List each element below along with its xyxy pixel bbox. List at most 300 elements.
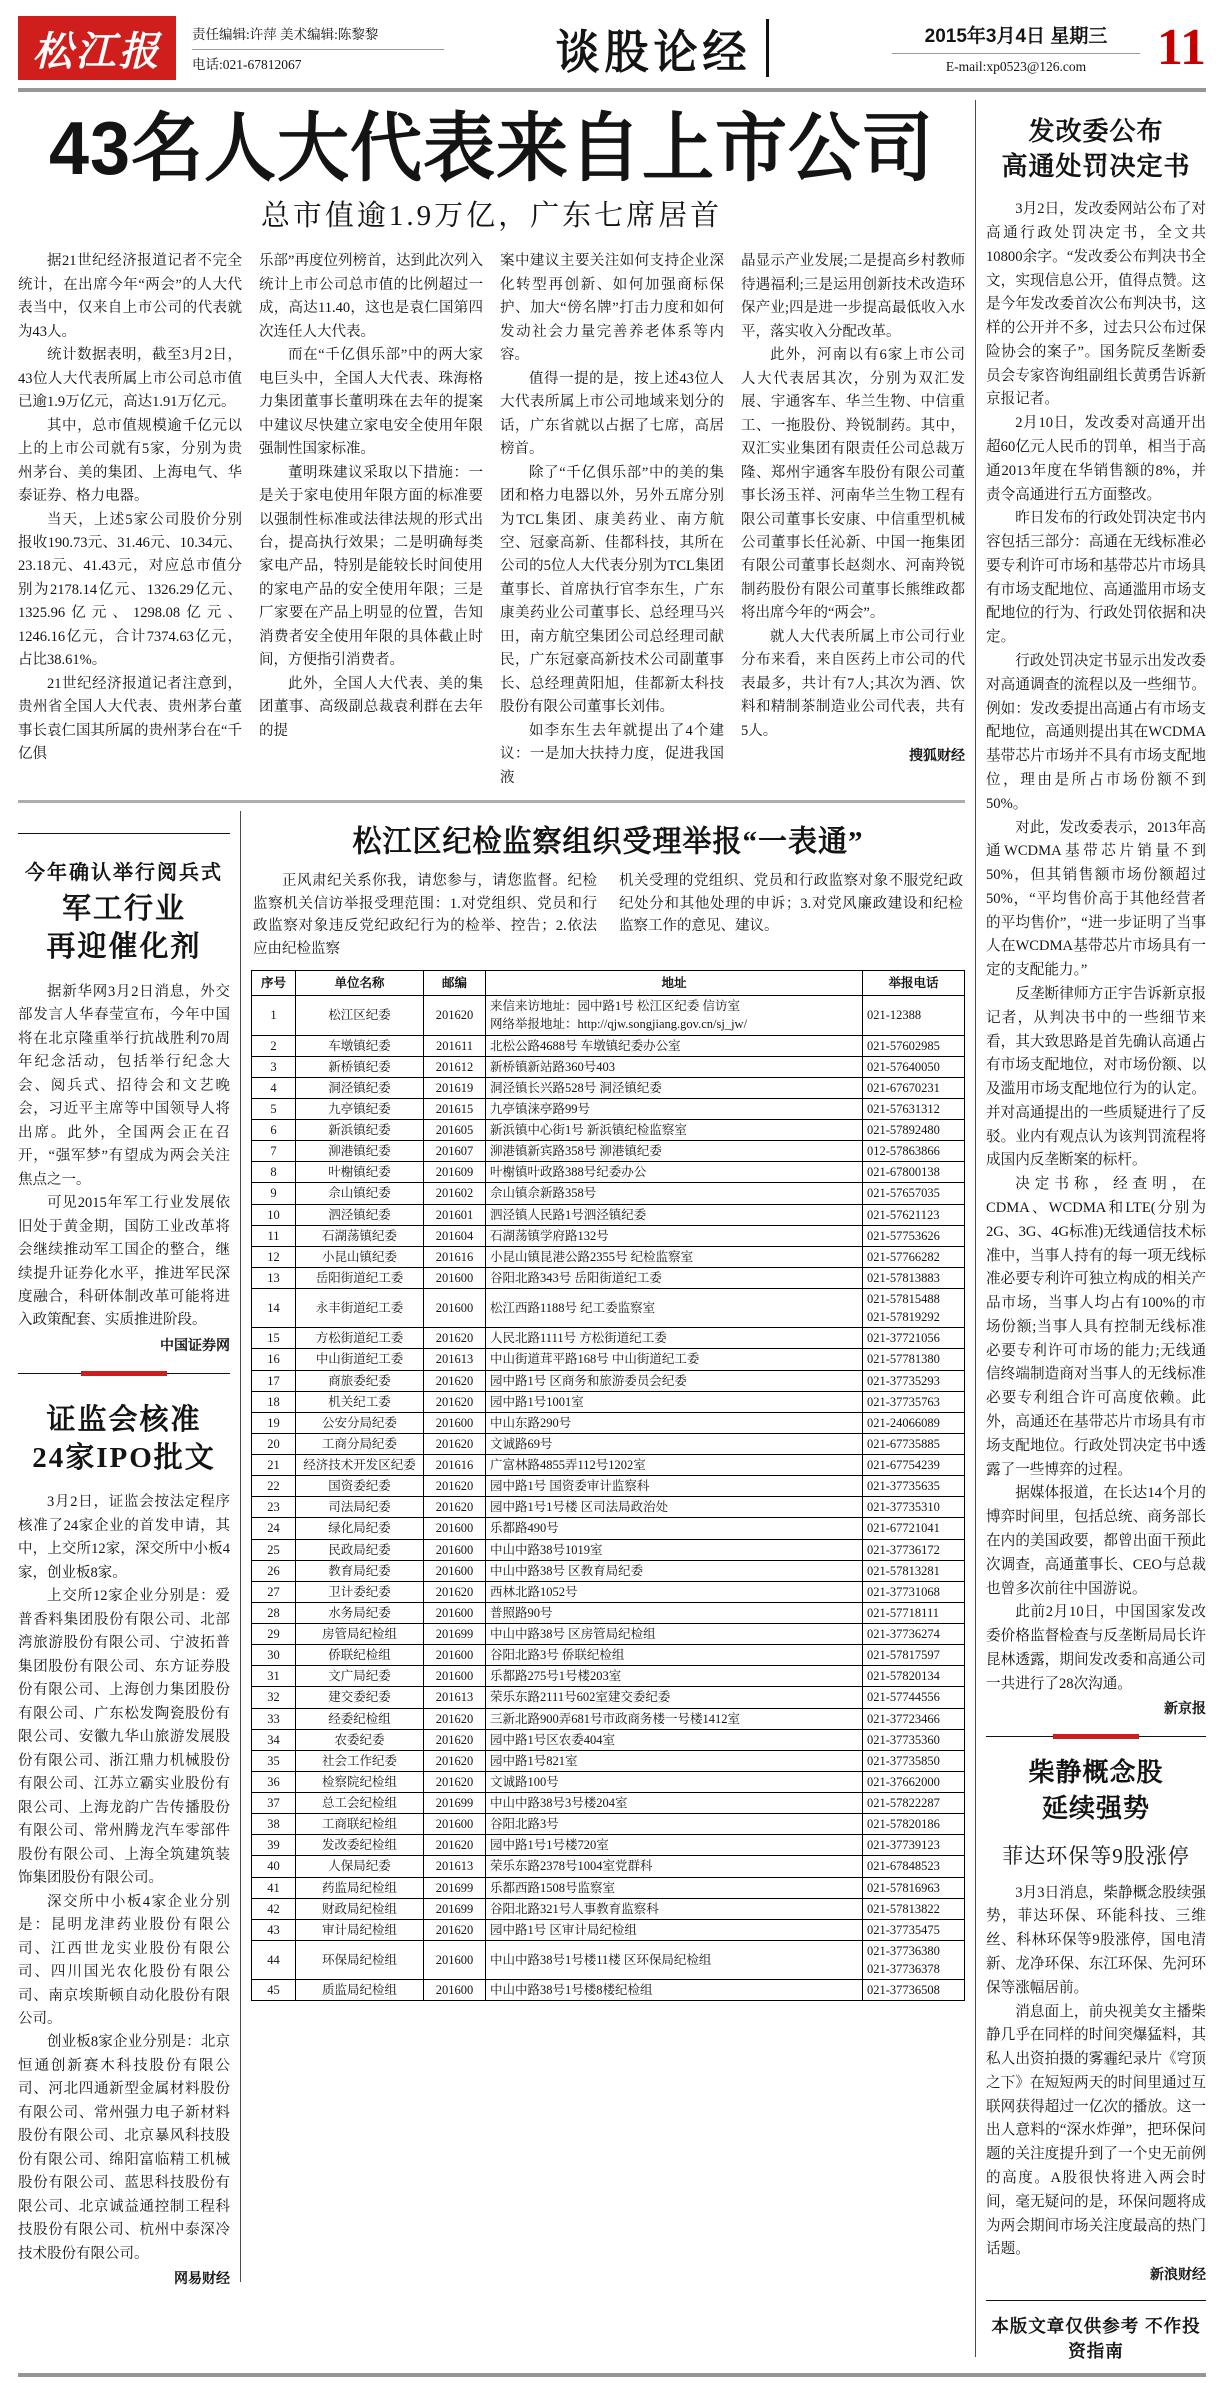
- cell-name: 卫计委纪委: [296, 1581, 424, 1602]
- address-line: 园中路1号 区商务和旅游委员会纪委: [490, 1373, 687, 1388]
- table-header-row: [252, 971, 965, 996]
- cell-address: [486, 1708, 863, 1729]
- cell-name: 工商联纪检组: [296, 1814, 424, 1835]
- paragraph: 昨日发布的行政处罚决定书内容包括三部分：高通在无线标准必要专利许可市场和基带芯片市场具有市场支配地位、高通滥用市场支配地位的行为、行政处罚依据和决定。: [986, 510, 1206, 646]
- cell-address: [486, 1476, 863, 1497]
- cell-no: 35: [252, 1750, 296, 1771]
- paragraph: 其中，总市值规模逾千亿元以上的上市公司就有5家，分别为贵州茅台、美的集团、上海电气、华泰证券、格力电器。: [18, 417, 242, 505]
- cell-name: 建交委纪委: [296, 1687, 424, 1708]
- cell-zip: 201613: [424, 1856, 486, 1877]
- cell-phone: [863, 1539, 965, 1560]
- phone-line: 021-37735475: [867, 1922, 940, 1937]
- cell-name: 教育局纪委: [296, 1560, 424, 1581]
- cell-zip: 201616: [424, 1455, 486, 1476]
- address-line: 中山东路290号: [490, 1415, 572, 1430]
- phone-line: 021-37736508: [867, 1983, 940, 1998]
- cell-phone: [863, 1750, 965, 1771]
- phone-line: 021-57815488: [867, 1292, 940, 1307]
- address-line: 中山中路38号1号楼11楼 区环保局纪检组: [490, 1953, 712, 1968]
- cell-phone: [863, 996, 965, 1035]
- paragraph: 可见2015年军工行业发展依旧处于黄金期，国防工业改革将会继续推动军工国企的整合，继续提升证券化水平，推进军民深度融合，科研体制改革可能将进入政策配套、实质推进阶段。: [18, 1195, 230, 1329]
- table-row: [252, 1225, 965, 1246]
- address-line: 中山中路38号1019室: [490, 1542, 603, 1557]
- cell-name: 审计局纪检组: [296, 1919, 424, 1940]
- address-line: 石湖荡镇学府路132号: [490, 1228, 609, 1243]
- paragraph: 反垄断律师方正宇告诉新京报记者，从判决书中的一些细节来看，其大致思路是首先确认高通占有市场支配地位，对市场份额、以及滥用市场支配地位行为的认定。并对高通提出的一些质疑进行了反驳。业内有观点认为该判罚流程将成国内反垄断案的标杆。: [986, 985, 1206, 1169]
- address-line: 泖港镇新宾路358号 泖港镇纪委: [490, 1144, 662, 1159]
- cell-no: 44: [252, 1940, 296, 1979]
- cell-phone: [863, 1035, 965, 1056]
- cell-address: [486, 1814, 863, 1835]
- cell-name: 叶榭镇纪委: [296, 1162, 424, 1183]
- cell-address: [486, 1940, 863, 1979]
- phone-line: 021-57813883: [867, 1270, 940, 1285]
- address-line: 广富林路4855弄112号1202室: [490, 1458, 646, 1473]
- cell-no: 6: [252, 1120, 296, 1141]
- cell-phone: [863, 1708, 965, 1729]
- cell-zip: 201620: [424, 1391, 486, 1412]
- cell-address: [486, 1750, 863, 1771]
- cell-name: 中山街道纪工委: [296, 1349, 424, 1370]
- newspaper-logo: [18, 16, 176, 80]
- cell-name: 方松街道纪工委: [296, 1328, 424, 1349]
- table-row: [252, 1289, 965, 1328]
- cell-address: [486, 1056, 863, 1077]
- lead-column-2: [259, 250, 483, 790]
- cell-no: 30: [252, 1645, 296, 1666]
- cell-zip: 201620: [424, 1476, 486, 1497]
- cell-name: 侨联纪检组: [296, 1645, 424, 1666]
- cell-phone: [863, 1560, 965, 1581]
- cell-zip: 201620: [424, 1708, 486, 1729]
- cell-zip: 201619: [424, 1077, 486, 1098]
- cell-zip: 201613: [424, 1687, 486, 1708]
- address-line: 谷阳北路321号人事教育监察科: [490, 1901, 659, 1916]
- table-row: [252, 1267, 965, 1288]
- cell-address: [486, 1581, 863, 1602]
- address-line: 来信来访地址：园中路1号 松江区纪委 信访室: [490, 999, 741, 1014]
- table-row: [252, 1141, 965, 1162]
- cell-name: 商旅委纪委: [296, 1370, 424, 1391]
- article-body: [18, 981, 230, 1333]
- table-row: [252, 1771, 965, 1792]
- cell-name: 房管局纪检组: [296, 1624, 424, 1645]
- cell-phone: [863, 1056, 965, 1077]
- table-row: [252, 1729, 965, 1750]
- cell-phone: [863, 1455, 965, 1476]
- cell-no: 41: [252, 1877, 296, 1898]
- cell-no: 13: [252, 1267, 296, 1288]
- cell-phone: [863, 1328, 965, 1349]
- article-subtitle: 菲达环保等9股涨停: [1002, 1843, 1190, 1868]
- masthead-rule: [18, 88, 1206, 92]
- cell-zip: 201620: [424, 1433, 486, 1454]
- lead-headline: 43名人大代表来自上市公司: [48, 107, 935, 191]
- lead-article: [18, 107, 965, 790]
- paragraph: 董明珠建议采取以下措施：一是关于家电使用年限方面的标准要以强制性标准或法律法规的形式出台，提高执行效果；二是明确每类家电产品，特别是能较长时间使用的家电产品的安全使用年限；三是厂家要在产品上明显的位置，告知消费者安全使用年限的具体截止时间，方便指引消费者。: [259, 464, 483, 669]
- address-line: 乐都路490号: [490, 1521, 559, 1536]
- cell-zip: 201600: [424, 1267, 486, 1288]
- cell-phone: [863, 1289, 965, 1328]
- table-row: [252, 1162, 965, 1183]
- section-title: 谈股论经: [555, 27, 752, 79]
- phone-line: 021-37736274: [867, 1627, 940, 1642]
- cell-address: [486, 1204, 863, 1225]
- paragraph: 行政处罚决定书显示出发改委对高通调查的流程以及一些细节。例如：发改委提出高通占有市场支配地位，高通则提出其在WCDMA基带芯片市场并不具有市场支配地位，理由是所占市场份额不到50%。: [986, 653, 1206, 812]
- phone-line: 021-57813281: [867, 1563, 940, 1578]
- cell-no: 39: [252, 1835, 296, 1856]
- paragraph: 值得一提的是，按上述43位人大代表所属上市公司地域来划分的话，广东省就以占据了七席，高居榜首。: [500, 370, 724, 458]
- cell-phone: [863, 1687, 965, 1708]
- table-row: [252, 1077, 965, 1098]
- table-row: [252, 1856, 965, 1877]
- paragraph: 晶显示产业发展;二是提高乡村教师待遇福利;三是运用创新技术改造环保产业;四是进一步提高最低收入水平，落实收入分配改革。: [741, 253, 965, 340]
- cell-address: [486, 1835, 863, 1856]
- cell-no: 10: [252, 1204, 296, 1225]
- paragraph: 据新华网3月2日消息，外交部发言人华春莹宣布，今年中国将在北京隆重举行抗战胜利70周年纪念活动，包括举行纪念大会、阅兵式、招待会和文艺晚会，习近平主席等中国领导人将出席。此外，全国两会正在召开，“强军梦”有望成为两会关注焦点之一。: [18, 983, 230, 1188]
- divider-red-bar: [81, 1371, 167, 1376]
- cell-address: [486, 1246, 863, 1267]
- address-line: 荣乐东路2378号1004室党群科: [490, 1859, 653, 1874]
- title-line: 发改委公布: [1028, 117, 1164, 146]
- left-column: [18, 807, 230, 2288]
- phone-line: 021-67800138: [867, 1165, 940, 1180]
- table-row: [252, 1391, 965, 1412]
- phone-line: 021-37735850: [867, 1753, 940, 1768]
- paragraph: 当天，上述5家公司股价分别报收190.73元、31.46元、10.34元、23.18元、41.43元，对应总市值分别为2178.14亿元、1326.29亿元、1325.96亿元、1298.08亿元、1246.16亿元，合计7374.63亿元，占比38.61%。: [18, 511, 242, 669]
- cell-no: 29: [252, 1624, 296, 1645]
- cell-zip: 201600: [424, 1940, 486, 1979]
- cell-zip: 201600: [424, 1980, 486, 2001]
- paragraph: 3月2日，证监会按法定程序核准了24家企业的首发申请，其中，上交所12家，深交所中小板4家，创业板8家。: [18, 1494, 230, 1581]
- phone-line: 021-57822287: [867, 1796, 940, 1811]
- cell-address: [486, 1183, 863, 1204]
- phone-line: 021-57820134: [867, 1669, 940, 1684]
- cell-zip: 201600: [424, 1645, 486, 1666]
- cell-phone: [863, 1645, 965, 1666]
- table-row: [252, 1035, 965, 1056]
- phone-line: 021-57718111: [867, 1605, 939, 1620]
- table-row: [252, 1518, 965, 1539]
- phone-line: 021-37739123: [867, 1838, 940, 1853]
- cell-no: 11: [252, 1225, 296, 1246]
- address-line: 园中路1号1号楼 区司法局政治处: [490, 1500, 669, 1515]
- address-line: 中山中路38号 区房管局纪检组: [490, 1627, 656, 1642]
- section-rule: [18, 800, 965, 803]
- cell-address: [486, 1793, 863, 1814]
- phone-line: 021-57813822: [867, 1901, 940, 1916]
- cell-no: 42: [252, 1898, 296, 1919]
- article-body: [986, 1882, 1206, 2263]
- cell-address: [486, 1666, 863, 1687]
- cell-phone: [863, 1919, 965, 1940]
- cell-address: [486, 1898, 863, 1919]
- phone-line: 021-37736172: [867, 1542, 940, 1557]
- cell-name: 民政局纪委: [296, 1539, 424, 1560]
- table-row: [252, 1980, 965, 2001]
- table-row: [252, 1708, 965, 1729]
- paragraph: 消息面上，前央视美女主播柴静几乎在同样的时间突爆猛料，其私人出资拍摄的雾霾纪录片《穹顶之下》在短短两天的时间里通过互联网获得超过一亿次的播放。这一出人意料的“深水炸弹”，把环保问题的关注度提升到了一个史无前例的高度。A股很快将进入两会时间，毫无疑问的是，环保问题将成为两会期间市场关注度最高的热门话题。: [986, 2003, 1206, 2258]
- cell-name: 水务局纪委: [296, 1602, 424, 1623]
- cell-name: 发改委纪检组: [296, 1835, 424, 1856]
- paragraph: 乐部”再度位列榜首，达到此次列入统计上市公司总市值的比例超过一成，高达11.40，这也是袁仁国第四次连任人大代表。: [259, 253, 483, 340]
- cell-phone: [863, 1246, 965, 1267]
- cell-name: 文广局纪委: [296, 1666, 424, 1687]
- cell-address: [486, 1602, 863, 1623]
- cell-phone: [863, 1940, 965, 1979]
- report-title: 松江区纪检监察组织受理举报“一表通”: [352, 825, 864, 859]
- cell-zip: 201616: [424, 1246, 486, 1267]
- cell-name: 质监局纪检组: [296, 1980, 424, 2001]
- cell-address: [486, 1349, 863, 1370]
- divider: [986, 1734, 1206, 1739]
- cell-no: 45: [252, 1980, 296, 2001]
- phone-line: 021-57892480: [867, 1123, 940, 1138]
- phone-line: 021-37735360: [867, 1732, 940, 1747]
- header-name: 单位名称: [296, 971, 424, 996]
- cell-name: 松江区纪委: [296, 996, 424, 1035]
- cell-no: 14: [252, 1289, 296, 1328]
- phone-line: 021-37735635: [867, 1479, 940, 1494]
- cell-no: 31: [252, 1666, 296, 1687]
- cell-address: [486, 1497, 863, 1518]
- address-line: 谷阳北路3号: [490, 1817, 559, 1832]
- cell-no: 25: [252, 1539, 296, 1560]
- table-row: [252, 1898, 965, 1919]
- cell-phone: [863, 1518, 965, 1539]
- phone-line: 021-37735763: [867, 1394, 940, 1409]
- phone-line: 021-37662000: [867, 1774, 940, 1789]
- table-row: [252, 1624, 965, 1645]
- address-line: 园中路1号区农委404室: [490, 1732, 616, 1747]
- paragraph: 决定书称，经查明，在CDMA、WCDMA和LTE(分别为2G、3G、4G标准)无线通信技术标准中，当事人持有的每一项无线标准必要专利许可独立构成的相关产品市场，当事人均占有100%的市场份额;当事人具有控制无线标准必要专利许可市场的能力;无线通信终端制造商对当事人的无线标准必要专利组合许可高度依赖。此外，高通还在基带芯片市场具有市场支配地位。行政处罚决定书中透露了一些博弈的过程。: [986, 1176, 1206, 1478]
- article-source: 新浪财经: [1150, 2266, 1206, 2283]
- cell-name: 社会工作纪委: [296, 1750, 424, 1771]
- article-body: [18, 1491, 230, 2266]
- address-line: 中山中路38号3号楼204室: [490, 1796, 628, 1811]
- cell-no: 38: [252, 1814, 296, 1835]
- cell-address: [486, 1162, 863, 1183]
- cell-no: 19: [252, 1412, 296, 1433]
- cell-zip: 201600: [424, 1289, 486, 1328]
- table-row: [252, 1056, 965, 1077]
- cell-zip: 201600: [424, 1814, 486, 1835]
- lead-source: 搜狐财经: [909, 747, 965, 764]
- cell-no: 1: [252, 996, 296, 1035]
- cell-address: [486, 1328, 863, 1349]
- address-line: 园中路1号821室: [490, 1753, 578, 1768]
- table-row: [252, 1497, 965, 1518]
- phone-line: 021-12388: [867, 1008, 922, 1023]
- cell-zip: 201620: [424, 1729, 486, 1750]
- phone-line: 021-67721041: [867, 1521, 940, 1536]
- address-line: 三新北路900弄681号市政商务楼一号楼1412室: [490, 1711, 741, 1726]
- logo-text: 松江报: [32, 28, 162, 74]
- header-phone: 举报电话: [863, 971, 965, 996]
- paragraph: 21世纪经济报道记者注意到，贵州省全国人大代表、贵州茅台董事长袁仁国其所属的贵州茅台在“千亿俱: [18, 675, 242, 763]
- phone-line: 021-57640050: [867, 1059, 940, 1074]
- cell-no: 4: [252, 1077, 296, 1098]
- email-text: E-mail:xp0523@126.com: [945, 59, 1087, 74]
- address-line: 泗泾镇人民路1号泗泾镇纪委: [490, 1207, 647, 1222]
- lead-column-1: [18, 250, 242, 790]
- cell-phone: [863, 1433, 965, 1454]
- report-intro: [253, 870, 963, 960]
- address-line: 谷阳北路343号 岳阳街道纪工委: [490, 1270, 662, 1285]
- cell-name: 车墩镇纪委: [296, 1035, 424, 1056]
- title-line: 高通处罚决定书: [1001, 152, 1191, 182]
- cell-address: [486, 1919, 863, 1940]
- lead-column-4-text: [741, 250, 965, 743]
- cell-no: 2: [252, 1035, 296, 1056]
- sidebar: [986, 96, 1206, 2363]
- cell-address: [486, 1539, 863, 1560]
- sidebar-divider: [975, 100, 976, 2357]
- table-row: [252, 1433, 965, 1454]
- paragraph: 深交所中小板4家企业分别是：昆明龙津药业股份有限公司、江西世龙实业股份有限公司、四川国光农化股份有限公司、南京埃斯顿自动化股份有限公司。: [18, 1893, 230, 2027]
- address-line: 园中路1号1001室: [490, 1394, 584, 1409]
- paragraph: 上交所12家企业分别是：爱普香料集团股份有限公司、北部湾旅游股份有限公司、宁波拓普集团股份有限公司、东方证券股份有限公司、上海创力集团股份有限公司、广东松发陶瓷股份有限公司、安徽九华山旅游发展股份有限公司、浙江鼎力机械股份有限公司、江苏立霸实业股份有限公司、上海龙韵广告传播股份有限公司、常州腾龙汽车零部件股份有限公司、上海全筑建筑装饰集团股份有限公司。: [18, 1588, 230, 1887]
- address-line: 乐都西路1508号监察室: [490, 1880, 616, 1895]
- cell-zip: 201604: [424, 1225, 486, 1246]
- address-line: 园中路1号 区审计局纪检组: [490, 1922, 637, 1937]
- phone-line: 021-37731068: [867, 1584, 940, 1599]
- cell-zip: 201620: [424, 1328, 486, 1349]
- cell-name: 国资委纪委: [296, 1476, 424, 1497]
- cell-name: 新桥镇纪委: [296, 1056, 424, 1077]
- cell-phone: [863, 1581, 965, 1602]
- cell-name: 药监局纪检组: [296, 1877, 424, 1898]
- address-line: 西林北路1052号: [490, 1584, 578, 1599]
- cell-phone: [863, 1497, 965, 1518]
- table-row: [252, 1476, 965, 1497]
- page-number: 11: [1156, 19, 1206, 76]
- cell-zip: 201600: [424, 1518, 486, 1539]
- address-line: 人民北路1111号 方松街道纪工委: [490, 1331, 667, 1346]
- cell-no: 7: [252, 1141, 296, 1162]
- cell-no: 3: [252, 1056, 296, 1077]
- cell-name: 佘山镇纪委: [296, 1183, 424, 1204]
- cell-no: 36: [252, 1771, 296, 1792]
- cell-address: [486, 1856, 863, 1877]
- table-row: [252, 1814, 965, 1835]
- cell-address: [486, 996, 863, 1035]
- cell-phone: [863, 1141, 965, 1162]
- cell-name: 经委纪检组: [296, 1708, 424, 1729]
- header-address: 地址: [486, 971, 863, 996]
- title-line: 军工行业: [61, 893, 186, 926]
- table-row: [252, 1328, 965, 1349]
- phone-line: 021-57816963: [867, 1880, 940, 1895]
- bottom-rule: [18, 2373, 1206, 2377]
- phone-line: 021-37723466: [867, 1711, 940, 1726]
- cell-no: 9: [252, 1183, 296, 1204]
- table-row: [252, 1877, 965, 1898]
- cell-name: 经济技术开发区纪委: [296, 1455, 424, 1476]
- military-article: [18, 833, 230, 1355]
- paragraph: 此外，全国人大代表、美的集团董事、高级副总裁袁利群在去年的提: [259, 675, 483, 739]
- cell-address: [486, 1289, 863, 1328]
- cell-name: 检察院纪检组: [296, 1771, 424, 1792]
- table-row: [252, 1645, 965, 1666]
- title-line: 再迎催化剂: [46, 931, 202, 964]
- phone-line: 021-37736378: [867, 1962, 940, 1977]
- cell-phone: [863, 1098, 965, 1119]
- title-line: 24家IPO批文: [32, 1441, 216, 1474]
- table-row: [252, 1204, 965, 1225]
- address-line: 文诚路69号: [490, 1436, 553, 1451]
- cell-no: 23: [252, 1497, 296, 1518]
- table-row: [252, 1539, 965, 1560]
- cell-phone: [863, 1771, 965, 1792]
- cell-zip: 201620: [424, 996, 486, 1035]
- cell-phone: [863, 1624, 965, 1645]
- paragraph: 此前2月10日，中国国家发改委价格监督检查与反垄断局局长许昆林透露，期间发改委和高通公司一共进行了28次沟通。: [986, 1604, 1206, 1692]
- cell-name: 九亭镇纪委: [296, 1098, 424, 1119]
- cell-name: 泖港镇纪委: [296, 1141, 424, 1162]
- cell-phone: [863, 1898, 965, 1919]
- content: [18, 96, 1206, 2363]
- phone-line: 021-37735293: [867, 1373, 940, 1388]
- phone-line: 021-57744556: [867, 1690, 940, 1705]
- cell-phone: [863, 1793, 965, 1814]
- cell-no: 20: [252, 1433, 296, 1454]
- address-line: 中山中路38号1号楼8楼纪检组: [490, 1983, 653, 1998]
- cell-phone: [863, 1877, 965, 1898]
- cell-name: 泗泾镇纪委: [296, 1204, 424, 1225]
- cell-phone: [863, 1476, 965, 1497]
- cell-phone: [863, 1729, 965, 1750]
- phone-line: 021-37735310: [867, 1500, 940, 1515]
- cell-zip: 201611: [424, 1035, 486, 1056]
- report-table: [251, 970, 965, 2001]
- phone-line: 021-57602985: [867, 1038, 940, 1053]
- cell-zip: 201620: [424, 1750, 486, 1771]
- article-source: 新京报: [1164, 1700, 1206, 1717]
- cell-phone: [863, 1225, 965, 1246]
- phone-line: 021-57820186: [867, 1817, 940, 1832]
- cell-no: 17: [252, 1370, 296, 1391]
- phone-line: 021-57781380: [867, 1352, 940, 1367]
- table-row: [252, 1835, 965, 1856]
- cell-phone: [863, 1349, 965, 1370]
- cell-address: [486, 1267, 863, 1288]
- address-line: 普照路90号: [490, 1605, 553, 1620]
- article-kicker: 今年确认举行阅兵式: [25, 862, 223, 885]
- paragraph: 对此，发改委表示，2013年高通WCDMA基带芯片销量不到50%，但其销售额市场份额超过50%，“平均售价高于其他经营者的平均售价”，“进一步证明了当事人在WCDMA基带芯片市场具有一定的支配能力。”: [986, 819, 1206, 979]
- table-row: [252, 1560, 965, 1581]
- cell-name: 公安分局纪委: [296, 1412, 424, 1433]
- cell-zip: 201600: [424, 1602, 486, 1623]
- divider: [18, 1371, 230, 1376]
- cell-name: 工商分局纪委: [296, 1433, 424, 1454]
- paragraph: 除了“千亿俱乐部”中的美的集团和格力电器以外，另外五席分别为TCL集团、康美药业、南方航空、冠豪高新、佳都科技，其所在公司的5位人大代表分别为TCL集团董事长、首席执行官李东生，广东康美药业公司董事长、总经理马兴田，南方航空集团公司总经理司献民，广东冠豪高新技术公司副董事长、总经理黄阳旭，佳都新太科技股份有限公司董事长刘伟。: [500, 464, 724, 716]
- table-row: [252, 1246, 965, 1267]
- address-line: 文诚路100号: [490, 1774, 559, 1789]
- cell-zip: 201620: [424, 1581, 486, 1602]
- article-source: 网易财经: [174, 2270, 230, 2287]
- address-line: 园中路1号 国资委审计监察科: [490, 1479, 650, 1494]
- address-line: 新浜镇中心街1号 新浜镇纪检监察室: [490, 1123, 687, 1138]
- cell-phone: [863, 1412, 965, 1433]
- cell-address: [486, 1518, 863, 1539]
- intro-left: 正风肃纪关系你我，请您参与，请您监督。纪检监察机关信访举报受理范围：1.对党组织、党员和行政监察对象违反党纪政纪行为的检举、控告；2.依法应由纪检监察: [253, 873, 597, 957]
- address-line: 乐都路275号1号楼203室: [490, 1669, 622, 1684]
- address-line: 中山中路38号 区教育局纪委: [490, 1563, 644, 1578]
- cell-no: 5: [252, 1098, 296, 1119]
- cell-zip: 201600: [424, 1412, 486, 1433]
- phone-line: 021-67754239: [867, 1458, 940, 1473]
